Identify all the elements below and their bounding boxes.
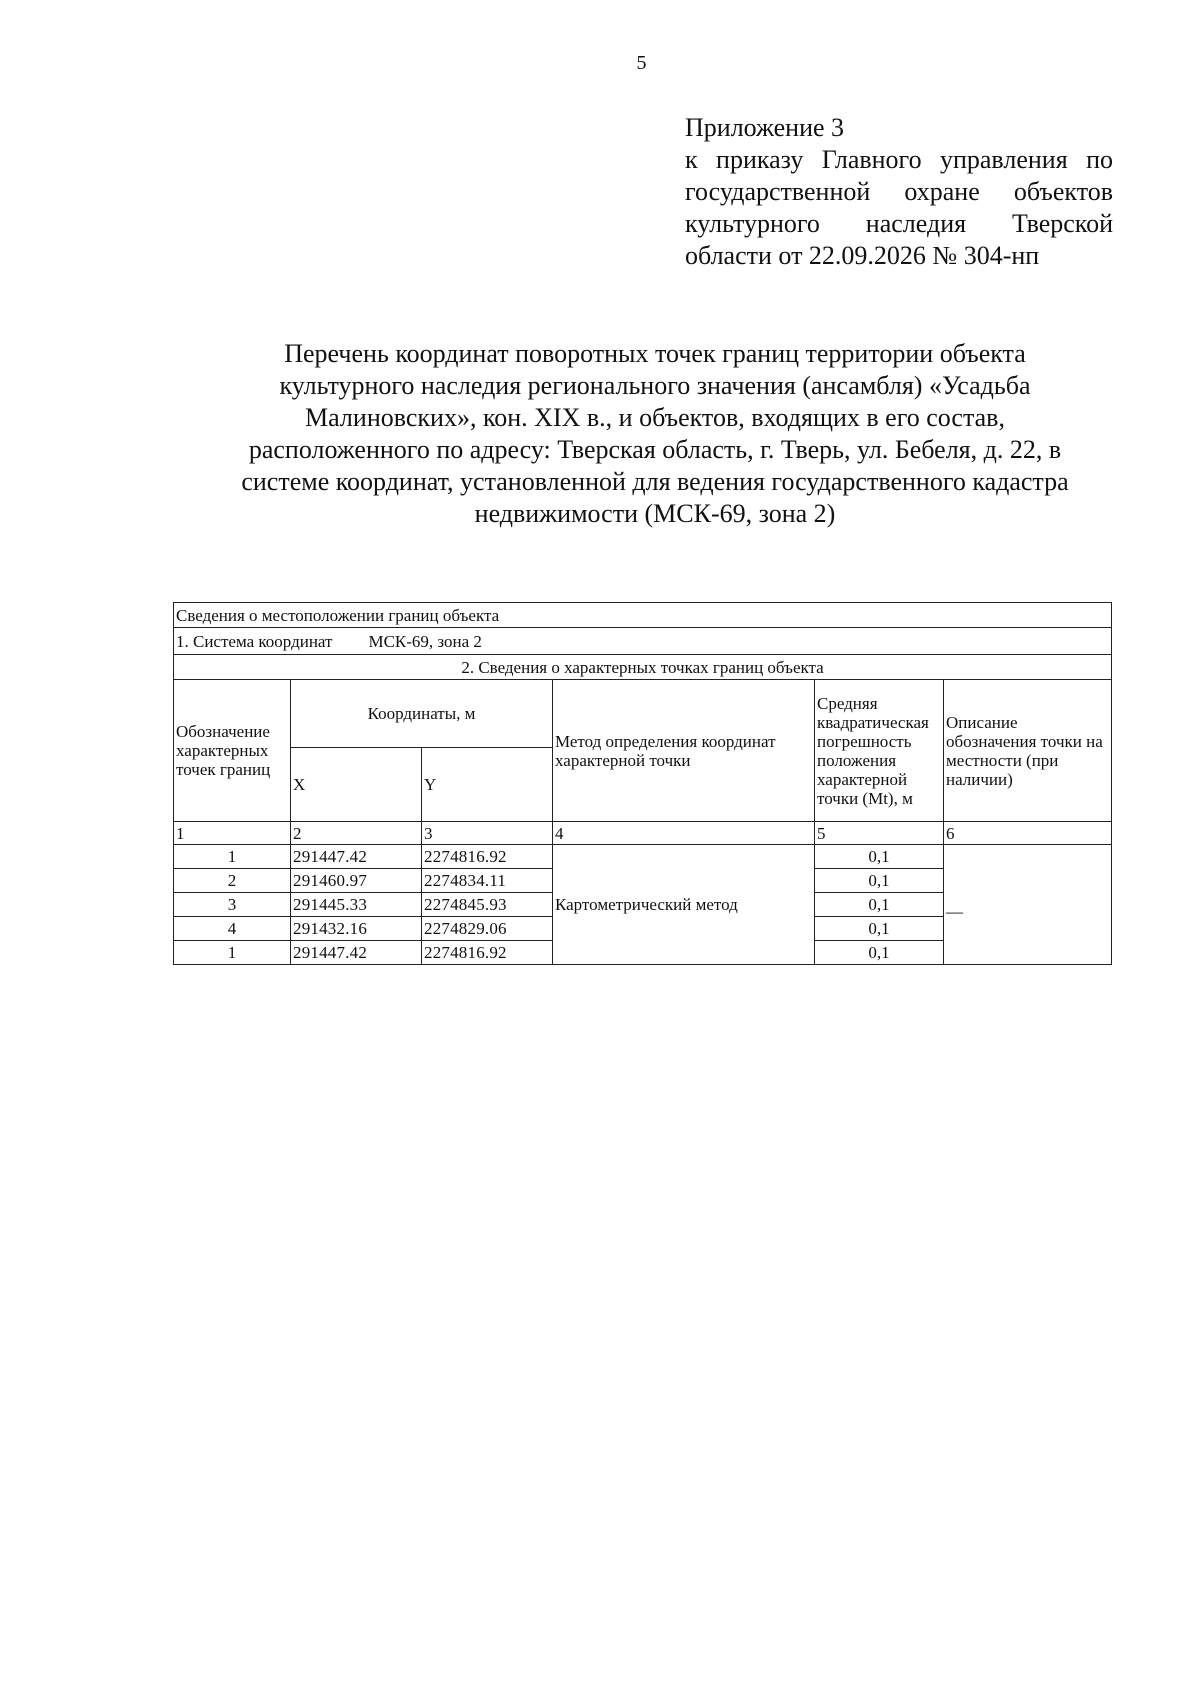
point-y: 2274829.06 [422, 917, 553, 941]
point-x: 291460.97 [291, 869, 422, 893]
point-number: 1 [174, 941, 291, 965]
title-line: культурного наследия регионального значения (ансамбля) «Усадьба [279, 371, 1031, 400]
column-number: 2 [291, 822, 422, 845]
description-value: — [946, 902, 963, 921]
title-line: Перечень координат поворотных точек границ территории объекта [284, 339, 1026, 368]
point-number: 1 [174, 845, 291, 869]
table-header: Сведения о местоположении границ объекта [174, 603, 1112, 628]
table-row [174, 845, 1112, 869]
title-line: системе координат, установленной для ведения государственного кадастра [241, 467, 1069, 496]
coordinate-system-row [174, 628, 1112, 655]
coordinates-table [173, 602, 1112, 965]
annex-line: государственной охране объектов [685, 177, 1113, 206]
point-number: 3 [174, 893, 291, 917]
annex-block [685, 112, 1113, 272]
annex-title: Приложение 3 [685, 113, 845, 142]
header-description: Описание обозначения точки на местности (при наличии) [944, 680, 1112, 822]
point-error: 0,1 [815, 893, 944, 917]
point-y: 2274845.93 [422, 893, 553, 917]
point-error: 0,1 [815, 917, 944, 941]
title-line: Малиновских», кон. XIX в., и объектов, входящих в его состав, [305, 403, 1005, 432]
point-x: 291447.42 [291, 845, 422, 869]
annex-line: культурного наследия Тверской [685, 209, 1113, 238]
header-y: Y [422, 748, 553, 822]
column-number: 1 [174, 822, 291, 845]
page-number: 5 [636, 52, 647, 74]
point-error: 0,1 [815, 845, 944, 869]
point-y: 2274834.11 [422, 869, 553, 893]
table-header-row [174, 603, 1112, 628]
title-line: расположенного по адресу: Тверская область, г. Тверь, ул. Бебеля, д. 22, в [248, 435, 1062, 464]
column-header-row [174, 680, 1112, 748]
point-number: 2 [174, 869, 291, 893]
coordinate-system-cell [174, 628, 1112, 655]
coordinate-system-label: 1. Система координат [176, 631, 333, 651]
point-y: 2274816.92 [422, 941, 553, 965]
header-method: Метод определения координат характерной точки [553, 680, 815, 822]
column-number: 5 [815, 822, 944, 845]
point-x: 291432.16 [291, 917, 422, 941]
point-error: 0,1 [815, 941, 944, 965]
annex-line: области от 22.09.2026 № 304-нп [685, 241, 1040, 270]
header-coordinates: Координаты, м [291, 680, 553, 748]
section-title-row [174, 655, 1112, 680]
document-title [180, 338, 1130, 530]
point-y: 2274816.92 [422, 845, 553, 869]
column-number: 4 [553, 822, 815, 845]
annex-line: к приказу Главного управления по [685, 145, 1113, 174]
section-title: 2. Сведения о характерных точках границ объекта [174, 655, 1112, 680]
header-error: Средняя квадратическая погрешность положения характерной точки (Mt), м [815, 680, 944, 822]
column-number: 3 [422, 822, 553, 845]
header-x: X [291, 748, 422, 822]
column-number: 6 [944, 822, 1112, 845]
point-x: 291445.33 [291, 893, 422, 917]
header-point-designation: Обозначение характерных точек границ [174, 680, 291, 822]
point-error: 0,1 [815, 869, 944, 893]
point-x: 291447.42 [291, 941, 422, 965]
column-number-row [174, 822, 1112, 845]
method-cell: Картометрический метод [553, 845, 815, 965]
coordinate-system-value: МСК-69, зона 2 [368, 631, 482, 651]
point-number: 4 [174, 917, 291, 941]
title-line: недвижимости (МСК-69, зона 2) [474, 499, 836, 528]
description-cell [944, 845, 1112, 965]
